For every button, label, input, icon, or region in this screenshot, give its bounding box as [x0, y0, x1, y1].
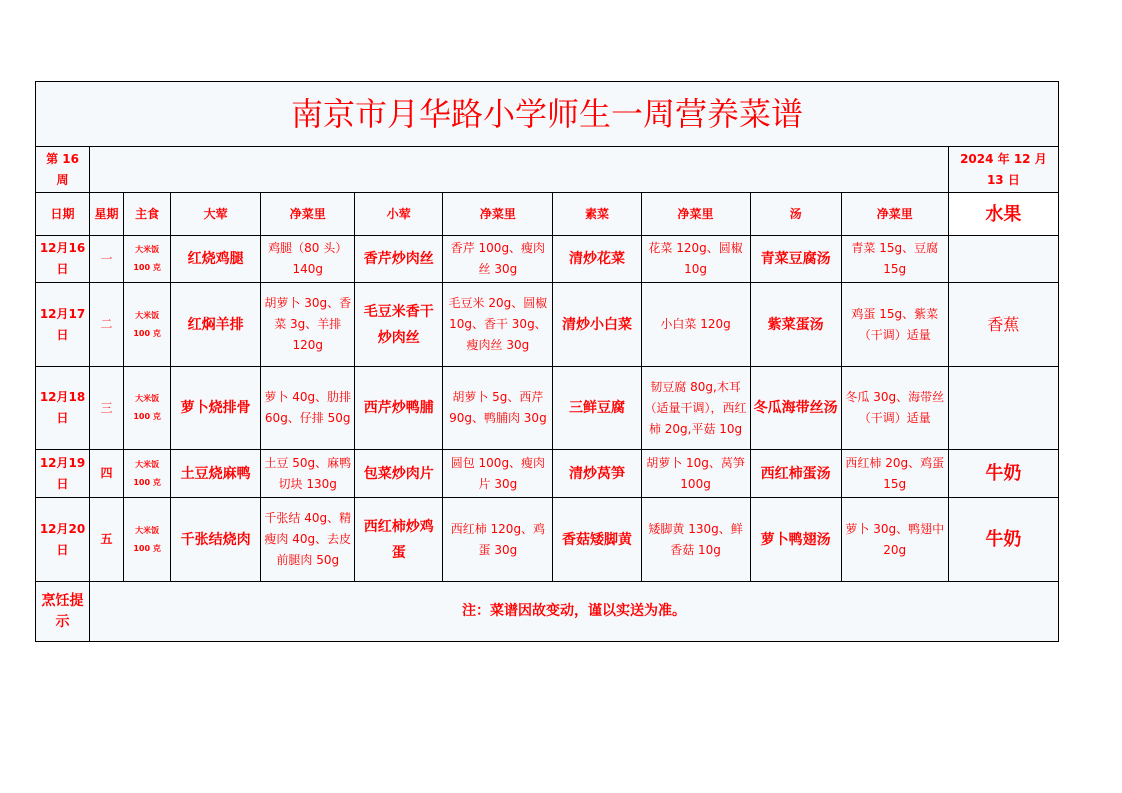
soup-ingredients: 鸡蛋 15g、紫菜（干调）适量 [841, 283, 948, 367]
staple-cell: 大米饭 100 克 [124, 283, 171, 367]
veg-ingredients: 小白菜 120g [641, 283, 750, 367]
header-veg: 素菜 [553, 193, 641, 236]
side-ingredients: 毛豆米 20g、圆椒 10g、香干 30g、瘦肉丝 30g [443, 283, 553, 367]
date-cell: 12月19日 [36, 450, 90, 498]
fruit-cell: 牛奶 [948, 450, 1058, 498]
soup-dish: 西红柿蛋汤 [750, 450, 841, 498]
veg-dish: 清炒莴笋 [553, 450, 641, 498]
staple-cell: 大米饭 100 克 [124, 450, 171, 498]
fruit-cell [948, 367, 1058, 450]
side-dish: 毛豆米香干炒肉丝 [355, 283, 443, 367]
veg-ingredients: 花菜 120g、圆椒 10g [641, 236, 750, 283]
soup-dish: 紫菜蛋汤 [750, 283, 841, 367]
page-title: 南京市月华路小学师生一周营养菜谱 [36, 82, 1059, 147]
menu-date: 2024 年 12 月 13 日 [948, 147, 1058, 193]
weekday-cell: 一 [90, 236, 124, 283]
side-ingredients: 香芹 100g、瘦肉丝 30g [443, 236, 553, 283]
header-row [36, 193, 1059, 236]
main-dish: 红焖羊排 [171, 283, 261, 367]
header-soup: 汤 [750, 193, 841, 236]
main-dish: 千张结烧肉 [171, 498, 261, 582]
soup-dish: 青菜豆腐汤 [750, 236, 841, 283]
blank-cell [90, 147, 949, 193]
header-date: 日期 [36, 193, 90, 236]
header-main: 大荤 [171, 193, 261, 236]
week-number: 第 16 周 [36, 147, 90, 193]
main-ingredients: 萝卜 40g、肋排 60g、仔排 50g [261, 367, 355, 450]
fruit-cell: 香蕉 [948, 283, 1058, 367]
main-dish: 红烧鸡腿 [171, 236, 261, 283]
side-ingredients: 西红柿 120g、鸡蛋 30g [443, 498, 553, 582]
staple-cell: 大米饭 100 克 [124, 498, 171, 582]
weekday-cell: 二 [90, 283, 124, 367]
weekday-cell: 五 [90, 498, 124, 582]
veg-ingredients: 矮脚黄 130g、鲜香菇 10g [641, 498, 750, 582]
date-cell: 12月18日 [36, 367, 90, 450]
table-row [36, 367, 1059, 450]
soup-ingredients: 萝卜 30g、鸭翅中 20g [841, 498, 948, 582]
veg-dish: 香菇矮脚黄 [553, 498, 641, 582]
header-weekday: 星期 [90, 193, 124, 236]
main-ingredients: 土豆 50g、麻鸭切块 130g [261, 450, 355, 498]
date-cell: 12月20日 [36, 498, 90, 582]
main-dish: 萝卜烧排骨 [171, 367, 261, 450]
soup-dish: 萝卜鸭翅汤 [750, 498, 841, 582]
table-row [36, 236, 1059, 283]
fruit-cell [948, 236, 1058, 283]
staple-cell: 大米饭 100 克 [124, 367, 171, 450]
veg-dish: 三鲜豆腐 [553, 367, 641, 450]
header-veg-ingredients: 净菜里 [641, 193, 750, 236]
staple-cell: 大米饭 100 克 [124, 236, 171, 283]
fruit-cell: 牛奶 [948, 498, 1058, 582]
side-dish: 包菜炒肉片 [355, 450, 443, 498]
soup-dish: 冬瓜海带丝汤 [750, 367, 841, 450]
main-ingredients: 鸡腿（80 头）140g [261, 236, 355, 283]
side-ingredients: 胡萝卜 5g、西芹 90g、鸭脯肉 30g [443, 367, 553, 450]
weekday-cell: 三 [90, 367, 124, 450]
veg-dish: 清炒花菜 [553, 236, 641, 283]
weekday-cell: 四 [90, 450, 124, 498]
menu-table [35, 81, 1059, 642]
veg-ingredients: 韧豆腐 80g,木耳（适量干调），西红柿 20g,平菇 10g [641, 367, 750, 450]
table-row [36, 450, 1059, 498]
date-cell: 12月16日 [36, 236, 90, 283]
header-main-ingredients: 净菜里 [261, 193, 355, 236]
side-ingredients: 圆包 100g、瘦肉片 30g [443, 450, 553, 498]
header-fruit: 水果 [948, 193, 1058, 236]
date-cell: 12月17日 [36, 283, 90, 367]
main-ingredients: 千张结 40g、精瘦肉 40g、去皮前腿肉 50g [261, 498, 355, 582]
header-staple: 主食 [124, 193, 171, 236]
veg-ingredients: 胡萝卜 10g、莴笋 100g [641, 450, 750, 498]
soup-ingredients: 西红柿 20g、鸡蛋 15g [841, 450, 948, 498]
side-dish: 西芹炒鸭脯 [355, 367, 443, 450]
side-dish: 西红柿炒鸡蛋 [355, 498, 443, 582]
table-row [36, 283, 1059, 367]
veg-dish: 清炒小白菜 [553, 283, 641, 367]
footer-note: 注：菜谱因故变动，谨以实送为准。 [90, 582, 1059, 642]
main-ingredients: 胡萝卜 30g、香菜 3g、羊排 120g [261, 283, 355, 367]
header-side-ingredients: 净菜里 [443, 193, 553, 236]
header-soup-ingredients: 净菜里 [841, 193, 948, 236]
main-dish: 土豆烧麻鸭 [171, 450, 261, 498]
soup-ingredients: 冬瓜 30g、海带丝（干调）适量 [841, 367, 948, 450]
soup-ingredients: 青菜 15g、豆腐 15g [841, 236, 948, 283]
table-row [36, 498, 1059, 582]
header-side: 小荤 [355, 193, 443, 236]
side-dish: 香芹炒肉丝 [355, 236, 443, 283]
footer-label: 烹饪提示 [36, 582, 90, 642]
